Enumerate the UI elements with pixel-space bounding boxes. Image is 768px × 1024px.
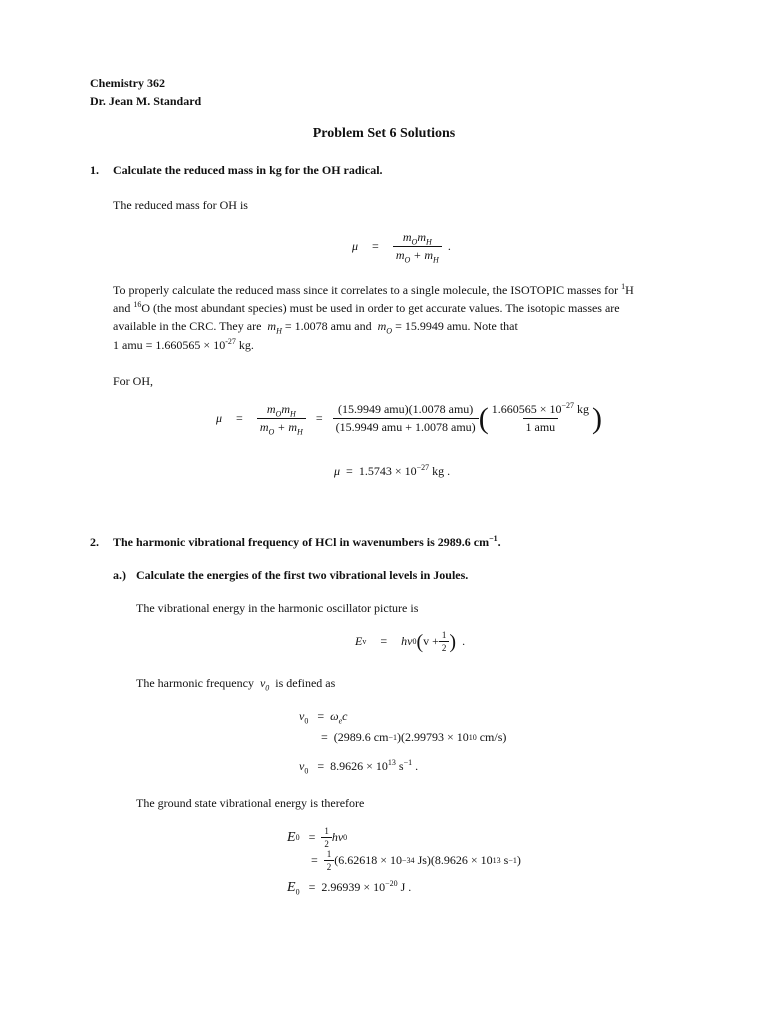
- q1-para-line1: To properly calculate the reduced mass since it correlates to a single molecule, the ISOTOPIC masses for $^1$H: [113, 282, 634, 297]
- page-title: Problem Set 6 Solutions: [312, 126, 456, 141]
- q1-intro: The reduced mass for OH is: [113, 198, 248, 212]
- energy-equation: E v = hν 0 ( v + $\frac{1}{2}$ ) .: [355, 630, 466, 653]
- part-a-label: a.): [113, 568, 126, 582]
- reduced-mass-calculation: μ = $\frac{m_Om_H}{m_O + m_H}$ = $\frac{\text{(15.9949 amu)(1.0078 amu)}}{\text{(15.9949 amu + 1.0078 amu)}}$ ( $\frac{1.660565 \times 10^{-27} kg}{\text{1 amu}}$ ): [216, 401, 602, 437]
- freq-substitution: = (2989.6 cm −1 )(2.99793 × 10 10 cm/s): [321, 730, 507, 744]
- instructor-name: Dr. Jean M. Standard: [90, 94, 202, 108]
- e0-result: $E_0 = 2.96939 \times 10^{-20}$ J .: [287, 879, 412, 897]
- reduced-mass-result: $\mu = 1.5743 \times 10^{-27}$ kg .: [334, 463, 451, 478]
- q2-prompt: The harmonic vibrational frequency of HCl in wavenumbers is 2989.6 $cm^{-1}$.: [113, 534, 501, 549]
- e0-definition: E 0 = $\frac{1}{2}$ hν 0: [287, 826, 348, 849]
- freq-intro: The harmonic frequency $\nu_0$ is defined as: [136, 676, 336, 693]
- amu-conversion: 1 amu = $1.660565 \times 10^{-27}$ kg.: [113, 337, 254, 352]
- q1-number: 1.: [90, 163, 99, 177]
- ground-state-intro: The ground state vibrational energy is therefore: [136, 796, 365, 810]
- reduced-mass-equation: μ = $\frac{m_Om_H}{m_O + m_H}$ .: [352, 230, 451, 265]
- freq-result: $\nu_0 = 8.9626 \times 10^{13}$ $s^{-1}$ .: [299, 758, 419, 776]
- part-a-prompt: Calculate the energies of the first two vibrational levels in Joules.: [136, 568, 469, 582]
- course-name: Chemistry 362: [90, 76, 165, 90]
- energy-intro: The vibrational energy in the harmonic oscillator picture is: [136, 601, 419, 615]
- q1-prompt: Calculate the reduced mass in kg for the OH radical.: [113, 163, 383, 177]
- e0-substitution: = $\frac{1}{2}$ (6.62618 × 10 −34 Js)(8.9626 × 10 13 s −1 ): [311, 849, 521, 872]
- freq-definition: $\nu_0 = \omega_ec$: [299, 709, 348, 726]
- q1-para-line2: and $^{16}$O (the most abundant species) must be used in order to get accurate values. The isotopic masses are: [113, 300, 620, 315]
- for-oh-label: For OH,: [113, 374, 154, 388]
- q2-number: 2.: [90, 535, 99, 549]
- q1-para-line3: available in the CRC. They are $m_H = 1.0078$ amu and $m_O = 15.9949$ amu. Note that: [113, 319, 518, 336]
